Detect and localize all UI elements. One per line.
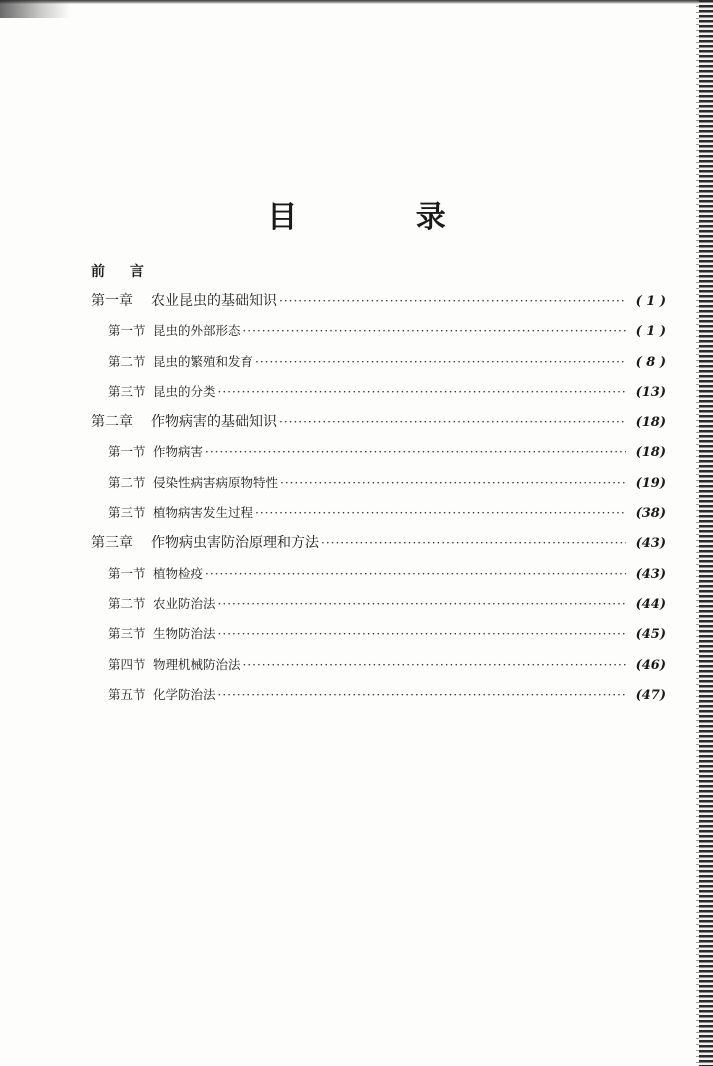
entry-title: 昆虫的繁殖和发育 (153, 353, 254, 369)
entry-title: 侵染性病害病原物特性 (153, 474, 279, 490)
entry-page: (44) (635, 596, 666, 612)
toc-section (91, 316, 666, 346)
toc-section (91, 437, 666, 467)
dot-leader (280, 468, 626, 498)
scan-right-border (699, 0, 713, 1066)
entry-page: (47) (635, 687, 666, 703)
scan-smudge (0, 0, 70, 18)
toc-section (91, 498, 666, 528)
scan-right-shadow (696, 0, 699, 1066)
entry-page: (13) (635, 384, 666, 400)
dot-leader (218, 680, 626, 710)
entry-page: (18) (635, 415, 666, 431)
entry-title: 植物检疫 (153, 565, 204, 581)
dot-leader (243, 316, 626, 346)
dot-leader (218, 619, 626, 649)
toc-chapter-1 (91, 286, 666, 316)
dot-leader (321, 528, 626, 558)
toc-section (91, 650, 666, 680)
entry-page: (18) (635, 445, 666, 461)
dot-leader (243, 650, 626, 680)
toc-section (91, 589, 666, 619)
dot-leader (205, 437, 626, 467)
entry-number: 第四节 (108, 656, 146, 672)
toc-section (91, 377, 666, 407)
entry-number: 第一节 (108, 323, 146, 339)
entry-page: ( 1 ) (635, 324, 666, 340)
entry-number: 第三节 (108, 505, 146, 521)
entry-title: 农业防治法 (153, 595, 216, 611)
entry-title: 作物病虫害防治原理和方法 (151, 535, 319, 552)
entry-title: 作物病害 (153, 444, 204, 460)
entry-page: (19) (635, 475, 666, 491)
entry-title: 物理机械防治法 (153, 656, 241, 672)
entry-number: 第二节 (108, 474, 146, 490)
toc-section (91, 619, 666, 649)
toc-section (91, 468, 666, 498)
toc-chapter-2 (91, 407, 666, 437)
entry-number: 第五节 (108, 686, 146, 702)
entry-page: (43) (635, 566, 666, 582)
toc-section (91, 680, 666, 710)
entry-number: 第一节 (108, 565, 146, 581)
entry-number: 第一章 (91, 293, 133, 309)
entry-title: 植物病害发生过程 (153, 505, 254, 521)
entry-page: (43) (635, 536, 666, 552)
toc-chapter-3 (91, 528, 666, 558)
toc-section (91, 347, 666, 377)
entry-title: 生物防治法 (153, 626, 216, 642)
entry-number: 第二章 (91, 414, 133, 431)
entry-number: 第一节 (108, 444, 146, 460)
dot-leader (205, 559, 626, 589)
entry-number: 第三章 (91, 535, 133, 552)
entry-title: 化学防治法 (153, 686, 216, 702)
entry-number: 第三节 (108, 626, 146, 642)
entry-title: 昆虫的外部形态 (153, 323, 241, 339)
entry-number: 第二节 (108, 595, 146, 611)
dot-leader (218, 589, 626, 619)
scan-top-edge (0, 0, 713, 4)
entry-title: 作物病害的基础知识 (151, 414, 277, 431)
dot-leader (279, 407, 626, 437)
entry-page: (38) (635, 506, 666, 522)
table-of-contents (91, 258, 666, 710)
entry-number: 第三节 (108, 383, 146, 399)
toc-preface: 前 言 (91, 264, 154, 280)
entry-page: (46) (635, 657, 666, 673)
entry-title: 昆虫的分类 (153, 383, 216, 399)
entry-title: 农业昆虫的基础知识 (151, 293, 277, 309)
dot-leader (279, 286, 626, 316)
dot-leader (255, 347, 626, 377)
toc-section (91, 559, 666, 589)
entry-page: ( 1 ) (635, 294, 666, 309)
entry-number: 第二节 (108, 353, 146, 369)
dot-leader (255, 498, 626, 528)
entry-page: ( 8 ) (635, 354, 666, 370)
page-title: 目 录 (267, 200, 500, 235)
entry-page: (45) (635, 627, 666, 643)
dot-leader (218, 377, 626, 407)
